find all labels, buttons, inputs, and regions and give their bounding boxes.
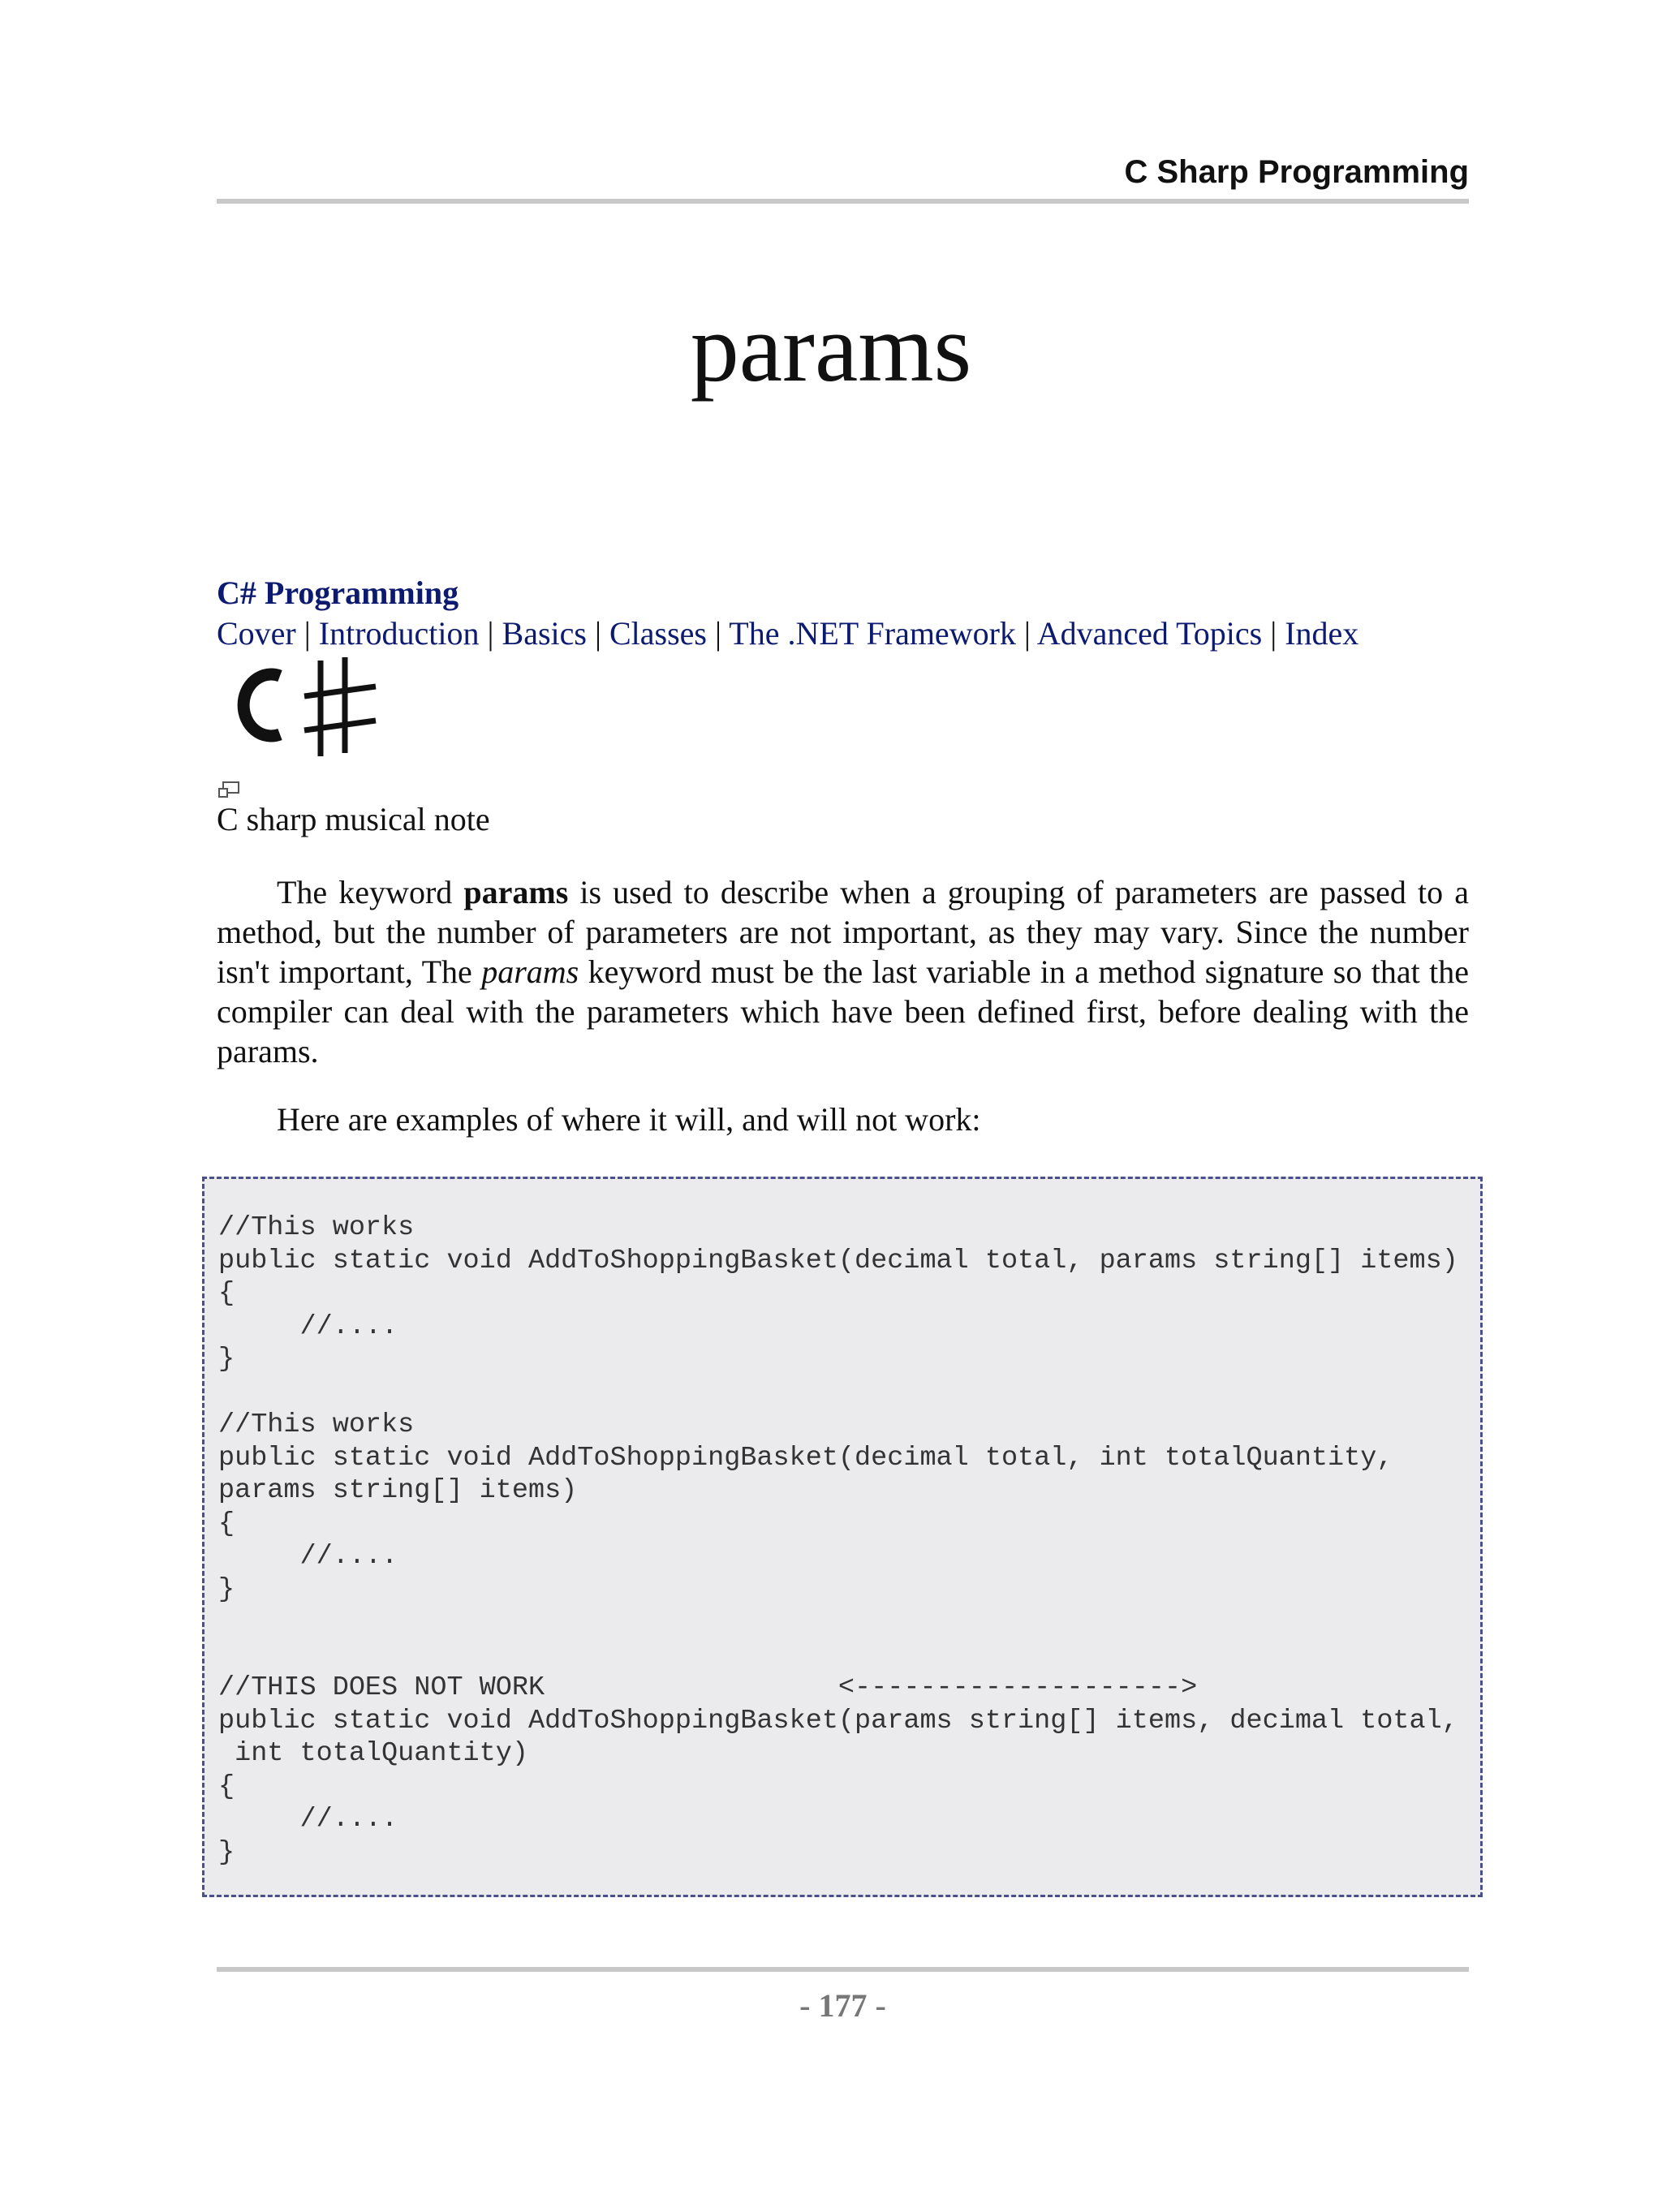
figure-caption: C sharp musical note — [217, 801, 490, 837]
code-line: //THIS DOES NOT WORK <--------------------> — [218, 1672, 1198, 1703]
code-line: int totalQuantity) — [218, 1738, 528, 1769]
enlarge-icon[interactable] — [217, 781, 240, 798]
book-nav-links — [217, 613, 1469, 654]
code-line: //.... — [218, 1541, 398, 1572]
nav-link-classes[interactable]: Classes — [609, 615, 707, 652]
nav-link-advanced-topics[interactable]: Advanced Topics — [1036, 615, 1263, 652]
code-line: { — [218, 1508, 235, 1539]
code-line: } — [218, 1344, 235, 1375]
nav-link-cover[interactable]: Cover — [217, 615, 296, 652]
nav-separator: | — [304, 615, 311, 652]
code-line: { — [218, 1771, 235, 1802]
code-line: public static void AddToShoppingBasket(params string[] items, decimal total, — [218, 1705, 1458, 1736]
book-nav-title[interactable]: C# Programming — [217, 575, 459, 611]
running-title: C Sharp Programming — [1124, 154, 1469, 190]
nav-separator: | — [1270, 615, 1277, 652]
keyword-bold: params — [463, 874, 569, 910]
nav-separator: | — [487, 615, 494, 652]
page-header — [217, 150, 1469, 204]
book-navigation — [217, 573, 1469, 654]
code-line: public static void AddToShoppingBasket(decimal total, int totalQuantity, — [218, 1442, 1393, 1474]
page-footer — [217, 1967, 1469, 2024]
code-listing — [218, 1211, 1458, 1869]
nav-separator: | — [714, 615, 721, 652]
code-line: } — [218, 1836, 235, 1868]
code-line: params string[] items) — [218, 1475, 578, 1506]
intro-paragraph — [217, 872, 1469, 1071]
paragraph-text: is used to describe when a grouping of parameters are passed to a method, but the number of parameters are not important, as they may vary. Since the number isn't important, The — [217, 874, 1469, 990]
nav-link-basics[interactable]: Basics — [502, 615, 587, 652]
nav-separator: | — [594, 615, 601, 652]
code-line: } — [218, 1573, 235, 1605]
code-line: //This works — [218, 1409, 415, 1440]
csharp-logo-image[interactable] — [215, 656, 385, 761]
code-line: //.... — [218, 1310, 398, 1342]
nav-link-net-framework[interactable]: The .NET Framework — [729, 615, 1016, 652]
code-block — [202, 1177, 1483, 1897]
page-number: - 177 - — [799, 1987, 886, 2024]
paragraph-text: The keyword — [277, 874, 464, 910]
examples-intro-paragraph: Here are examples of where it will, and will not work: — [277, 1101, 981, 1138]
code-line: //.... — [218, 1804, 398, 1835]
keyword-italic: params — [481, 953, 579, 990]
nav-link-index[interactable]: Index — [1285, 615, 1359, 652]
code-line: //This works — [218, 1212, 415, 1243]
paragraph-text: keyword must be the last variable in a method signature so that the compiler can deal with the parameters which have been defined first, before dealing with the params. — [217, 953, 1469, 1069]
nav-link-introduction[interactable]: Introduction — [318, 615, 480, 652]
code-line: public static void AddToShoppingBasket(decimal total, params string[] items) — [218, 1245, 1458, 1276]
code-line: { — [218, 1278, 235, 1309]
chapter-title: params — [690, 294, 972, 402]
nav-separator: | — [1023, 615, 1031, 652]
